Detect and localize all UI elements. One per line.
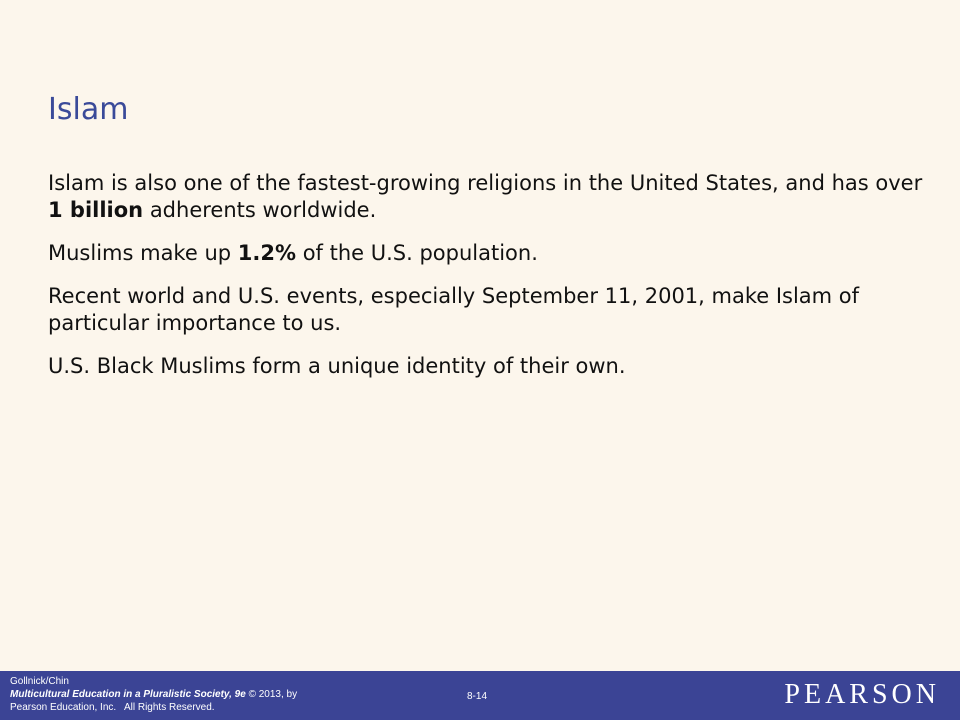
footer-citation (10, 675, 297, 714)
footer-copyright: © 2013, by (245, 689, 298, 700)
highlight-percentage: 1.2% (237, 241, 297, 265)
footer-bar (0, 671, 960, 720)
paragraph-recent-events: Recent world and U.S. events, especially September 11, 2001, make Islam of particular importance to us. (48, 284, 860, 335)
paragraph-muslim-population: Muslims make up 1.2% of the U.S. population. (48, 241, 538, 265)
paragraph-black-muslims: U.S. Black Muslims form a unique identity of their own. (48, 354, 626, 378)
highlight-adherents: 1 billion (48, 198, 144, 222)
paragraph-islam-growth: Islam is also one of the fastest-growing religions in the United States, and has over 1 billion adherents worldwide. (48, 171, 923, 222)
footer-author: Gollnick/Chin (10, 676, 69, 687)
slide-title: Islam (48, 92, 129, 127)
footer-publisher-line: Pearson Education, Inc. All Rights Reserved. (10, 702, 215, 713)
footer-book-title: Multicultural Education in a Pluralistic Society, 9e (10, 689, 246, 700)
slide-number: 8-14 (467, 691, 488, 702)
footer-book-line (10, 688, 297, 701)
pearson-logo: PEARSON (784, 679, 940, 710)
slide-body (48, 170, 928, 396)
